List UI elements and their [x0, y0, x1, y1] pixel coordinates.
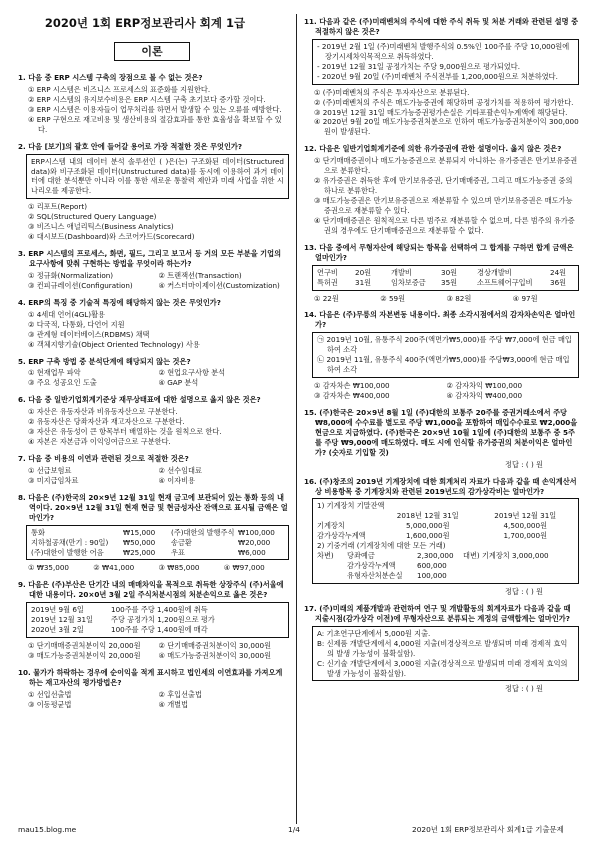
row-label: 감가상각누계액	[317, 531, 366, 541]
trade-date: 2019년 9월 6일	[31, 605, 84, 615]
answer-blank[interactable]: 정답 : ( ) 원	[505, 586, 543, 596]
option: ④ 커스터마이제이션(Customization)	[158, 280, 280, 290]
trade-desc: 주당 공정가치 1,200원으로 평가	[111, 615, 215, 625]
question-16	[304, 477, 579, 597]
question-stem: 13. 다음 중에서 무형자산에 해당되는 항목을 선택하여 그 합계를 구하면 합계 금액은 얼마인가?	[304, 242, 574, 262]
option: ② 트랜잭션(Transaction)	[158, 270, 242, 280]
question-stem: 16. (주)창조의 2019년 기계장치에 대한 회계처리 자료가 다음과 같을 때 손익계산서상 비용항목 중 기계장치와 관련된 2019년도의 감가상각비는 얼마인가?	[304, 476, 577, 496]
question-12	[304, 144, 579, 235]
option: ② 다국적, 다통화, 다언어 지원	[28, 319, 125, 329]
box-heading: 1) 기계장치 기말잔액	[317, 501, 385, 511]
option: ① 현재업무 파악	[28, 368, 81, 378]
right-column	[304, 17, 579, 701]
item-name: 경상개발비	[477, 267, 512, 277]
option: ④ 이자비용	[158, 475, 196, 485]
item-value: 31원	[355, 277, 372, 287]
item-value: ₩25,000	[123, 547, 156, 557]
answer-blank[interactable]: 정답 : ( ) 원	[505, 684, 543, 694]
journal-entry	[317, 551, 574, 581]
option: ④ 객체지향기술(Object Oriented Technology) 사용	[28, 339, 200, 349]
question-7	[18, 454, 289, 486]
option: ③ 자산은 유동성이 큰 항목부터 배열하는 것을 원칙으로 한다.	[28, 427, 222, 437]
option: ① 리포트(Report)	[28, 202, 87, 212]
question-17	[304, 604, 579, 695]
option: ① 4세대 언어(4GL)활용	[28, 309, 106, 319]
question-13	[304, 243, 579, 304]
option-row	[18, 271, 289, 281]
data-box	[26, 525, 289, 561]
data-box	[26, 602, 289, 638]
option-row	[304, 391, 579, 401]
trade-date: 2020년 3월 2일	[31, 625, 84, 635]
box-heading: 2) 기중거래 (기계장치에 대한 모든 거래)	[317, 541, 446, 551]
question-stem: 15. (주)한국은 20×9년 8월 1일 (주)대한의 보통주 20주를 증권거래소에서 주당 ₩8,000에 수수료를 별도로 주당 ₩1,000을 포함하여 매입수수료로 ₩2,000을 현금으로 지급하였다. (주)한국은 20×9년 10월 1일에 (주)대한의 보통주 중 5주를 주당 ₩9,000에 매도하였다. 매도 시에 인식할 유가증권의 처분이익은 얼마인가? (숫자로 기입할 것)	[304, 407, 578, 457]
item-name: 송금환	[171, 537, 192, 547]
item-name: (주)대한이 발행한 어음	[31, 547, 104, 557]
box-line: - 2019년 2월 1일 (주)미래벤처 발행주식의 0.5%인 100주를 주당 10,000원에 장기시세차익목적으로 취득하였다.	[317, 41, 570, 61]
option: ③ 매도가능증권은 만기보유증권으로 재분류할 수 있으며 만기보유증권은 매도가능증권으로 재분류할 수 있다.	[314, 196, 573, 215]
question-stem: 4. ERP의 특징 중 기술적 특징에 해당하지 않는 것은 무엇인가?	[18, 297, 221, 307]
cell: 2,300,000	[417, 551, 454, 561]
option-row	[18, 700, 289, 710]
option-row	[18, 281, 289, 291]
example-box	[26, 154, 289, 200]
item-name: 개발비	[391, 267, 412, 277]
cell: 100,000	[417, 571, 447, 580]
question-4	[18, 298, 289, 350]
cell: 600,000	[417, 561, 447, 571]
question-11	[304, 17, 579, 137]
question-3	[18, 249, 289, 291]
option: ① 선급보험료	[28, 465, 72, 475]
option: ① 감자차손 ₩100,000	[314, 381, 390, 391]
option: ④ ₩97,000	[223, 563, 265, 573]
item-name: 지하철공채(만기 : 90일)	[31, 537, 109, 547]
box-line: A: 기초연구단계에서 5,000원 지출.	[317, 628, 431, 638]
option: ③ 감자차손 ₩400,000	[314, 391, 390, 400]
box-text: ERP시스템 내의 데이터 분석 솔루션인 ( )은(는) 구조화된 데이터(Structured data)와 비구조화된 데이터(Unstructured data)를 동시에 이용하여 과거 데이터에 대한 분석뿐만 아니라 이를 통한 새로운 통찰력 제안과 미래 사업을 위한 시나리오를 제공한다.	[31, 156, 284, 196]
footer-blog: mau15.blog.me	[18, 825, 77, 834]
option: ② 선수임대료	[158, 465, 202, 475]
item-value: ₩100,000	[238, 527, 275, 537]
row-label: 기계장치	[317, 521, 345, 531]
box-line: B: 신제품 개발단계에서 4,000원 지출(비경상적으로 발생되며 미래 경제적 효익의 발생 가능성이 불확실함).	[317, 638, 568, 658]
trade-desc: 100주를 주당 1,400원에 취득	[111, 605, 208, 615]
data-box	[312, 265, 579, 291]
question-stem: 5. ERP 구축 방법 중 분석단계에 해당되지 않는 것은?	[18, 356, 191, 366]
cell: 1,700,000원	[503, 531, 548, 541]
item-value: 36원	[550, 277, 567, 287]
cash-items	[31, 528, 284, 558]
footer-page-number: 1/4	[288, 825, 300, 834]
col-header: 2018년 12월 31일	[396, 511, 459, 521]
cell: 대변) 기계장치 3,000,000	[463, 551, 549, 561]
option: ② SQL(Structured Query Language)	[28, 212, 157, 222]
box-line: ㉠ 2019년 10월, 유통주식 200주(액면가₩5,000)를 주당 ₩7,000에 현금 매입하여 소각	[317, 335, 572, 355]
box-line: - 2020년 9월 20일 (주)미래벤처 주식전부를 1,200,000원으로 처분하였다.	[317, 71, 558, 81]
trade-desc: 100주를 주당 1,400원에 매각	[111, 625, 208, 635]
item-value: 24원	[550, 267, 567, 277]
question-5	[18, 357, 289, 389]
option-row	[304, 381, 579, 391]
question-stem: 1. 다음 중 ERP 시스템 구축의 장점으로 볼 수 없는 것은?	[18, 73, 203, 82]
item-name: 연구비	[317, 267, 338, 277]
option: ① 단기매매증권이나 매도가능증권으로 분류되지 아니하는 유가증권은 만기보유증권으로 분류한다.	[314, 156, 578, 176]
item-name: 특허권	[317, 277, 338, 287]
option: ④ 97원	[512, 293, 538, 303]
option: ③ 비즈니스 애널리틱스(Business Analytics)	[28, 222, 174, 232]
option-row	[18, 476, 289, 486]
example-box	[312, 626, 579, 682]
question-15	[304, 408, 579, 470]
question-stem: 2. 다음 [보기]의 괄호 안에 들어갈 용어로 가장 적절한 것은 무엇인가?	[18, 141, 243, 151]
option-row	[18, 563, 289, 573]
column-divider	[296, 14, 297, 824]
question-stem: 7. 다음 중 비용의 이연과 관련된 것으로 적절한 것은?	[18, 454, 189, 463]
item-value: 35원	[441, 277, 458, 287]
box-line: ㉡ 2019년 11월, 유통주식 400주(액면가₩5,000)를 주당₩3,000에 현금 매입하여 소각	[317, 355, 570, 375]
option: ① 단기매매증권처분이익 20,000원	[28, 641, 141, 651]
item-value: 30원	[441, 267, 458, 277]
footer-exam-name: 2020년 1회 ERP정보관리사 회계1급 기출문제	[412, 825, 564, 834]
option: ③ 82원	[446, 293, 472, 303]
option-row	[18, 378, 289, 388]
option: ③ 관계형 데이터베이스(RDBMS) 채택	[28, 329, 150, 339]
example-box	[312, 39, 579, 85]
option-row	[18, 466, 289, 476]
exam-title: 2020년 1회 ERP정보관리사 회계 1급	[44, 16, 246, 30]
item-value: ₩6,000	[238, 547, 266, 557]
question-1	[18, 73, 289, 135]
question-14	[304, 310, 579, 401]
question-stem: 17. (주)미래의 제품개발과 관련하여 연구 및 개발활동의 회계자료가 다음과 같을 때 지출시점(감가상각 이전)에 무형자산으로 분류되는 계정의 금액합계는 얼마인가?	[304, 603, 571, 623]
option: ③ 2019년 12월 31일 매도가능증권평가손실은 기타포괄손익누계액에 해당된다.	[314, 107, 568, 117]
option: ① ERP 시스템은 비즈니스 프로세스의 표준화를 지원한다.	[28, 84, 211, 94]
option: ④ 자본은 자본금과 이익잉여금으로 구분한다.	[28, 437, 171, 447]
question-stem: 10. 물가가 하락하는 경우에 순이익을 적게 표시하고 법인세의 이연효과를 가져오게 하는 재고자산의 평가방법은?	[18, 667, 283, 687]
question-6	[18, 395, 289, 447]
option: ② 감자차익 ₩100,000	[446, 381, 523, 391]
option: ② 유가증권은 취득한 후에 만기보유증권, 단기매매증권, 그리고 매도가능증권 중의 하나로 분류한다.	[314, 176, 573, 196]
option-row	[18, 368, 289, 378]
question-9	[18, 580, 289, 661]
answer-blank[interactable]: 정답 : ( ) 원	[505, 459, 543, 469]
item-value: 20원	[355, 267, 372, 277]
option: ① 선입선출법	[28, 689, 72, 699]
trade-date: 2019년 12월 31일	[31, 615, 93, 625]
question-8	[18, 493, 289, 574]
option: ④ 매도가능증권처분이익 30,000원	[158, 651, 272, 660]
item-value: ₩15,000	[123, 527, 156, 537]
item-name: (주)대한의 발행주식	[171, 527, 235, 537]
question-stem: 14. 다음은 (주)무릉의 자본변동 내용이다. 최종 소각시점에서의 감자차손익은 얼마인가?	[304, 310, 576, 330]
item-value: ₩50,000	[123, 537, 156, 547]
section-heading: 이론	[114, 42, 190, 61]
option: ④ 개별법	[158, 699, 189, 709]
example-box	[312, 332, 579, 378]
option-row	[18, 690, 289, 700]
option: ④ 2020년 9월 20일 매도가능증권처분으로 인하여 매도가능증권처분이익 300,000원이 발생된다.	[314, 117, 579, 137]
cell: 4,500,000원	[503, 521, 548, 531]
question-stem: 8. 다음은 (주)한국의 20×9년 12월 31일 현재 금고에 보관되어 있는 통화 등의 내역이다. 20×9년 12월 31일 현재 현금 및 현금성자산 잔액으로 표시될 금액은 얼마인가?	[18, 492, 288, 522]
option: ④ 감자차익 ₩400,000	[446, 391, 523, 400]
option: ③ 컨피규레이션(Configuration)	[28, 280, 133, 290]
option: ② (주)미래벤처의 주식은 매도가능증권에 해당하며 공정가치를 적용하여 평가한다.	[314, 97, 574, 107]
option: ③ 주요 성공요인 도출	[28, 378, 97, 388]
option: ② ₩41,000	[93, 563, 135, 573]
cell: 차변)	[317, 551, 334, 561]
question-2	[18, 142, 289, 242]
option: ① 정규화(Normalization)	[28, 270, 114, 280]
item-name: 통화	[31, 527, 45, 537]
question-stem: 9. 다음은 (주)부산은 단기간 내의 매매차익을 목적으로 취득한 상장주식 (주)서울에 대한 내용이다. 20×0년 3월 2일 주식처분시점의 처분손익으로 옳은 것은?	[18, 580, 284, 600]
item-name: 소프트웨어구입비	[477, 277, 533, 287]
question-stem: 3. ERP 시스템의 프로세스, 화면, 필드, 그리고 보고서 등 거의 모든 부분을 기업의 요구사항에 맞춰 구현하는 방법을 무엇이라 하는가?	[18, 249, 282, 268]
cell: 5,000,000원	[405, 521, 450, 531]
question-stem: 12. 다음은 일반기업회계기준에 의한 유가증권에 관한 설명이다. 옳지 않은 것은?	[304, 144, 562, 154]
item-name: 우표	[171, 547, 185, 557]
question-10	[18, 668, 289, 710]
option: ③ ₩85,000	[158, 563, 200, 573]
cell: 유형자산처분손실	[347, 571, 403, 580]
option-row	[304, 294, 579, 304]
option: ④ GAP 분석	[158, 378, 199, 388]
balance-table	[317, 511, 574, 541]
data-box	[312, 498, 579, 584]
item-name: 임차보증금	[391, 277, 426, 287]
option: ② 단기매매증권처분이익 30,000원	[158, 641, 272, 651]
cell: 감가상각누계액	[347, 561, 396, 571]
option: ③ 미지급임차료	[28, 475, 79, 485]
option: ② 후입선출법	[158, 689, 202, 699]
option: ④ ERP 구현으로 재고비용 및 생산비용의 절감효과를 통한 효율성을 확보할 수 있다.	[28, 114, 282, 134]
question-stem: 6. 다음 중 일반기업회계기준상 재무상태표에 대한 설명으로 옳지 않은 것은?	[18, 395, 261, 405]
option: ③ 매도가능증권처분이익 20,000원	[28, 651, 141, 660]
box-line: - 2019년 12월 31일 공정가치는 주당 9,000원으로 평가되었다.	[317, 61, 521, 71]
trade-rows	[31, 605, 284, 635]
option: ③ 이동평균법	[28, 699, 72, 709]
option: ① ₩35,000	[28, 563, 69, 573]
item-value: ₩20,000	[238, 537, 271, 547]
cell: 당좌예금	[347, 551, 375, 561]
asset-items	[317, 268, 574, 288]
cell: 1,600,000원	[405, 531, 450, 541]
option: ② 현업요구사항 분석	[158, 368, 226, 378]
option: ② 59원	[380, 293, 406, 303]
option: ① (주)미래벤처의 주식은 투자자산으로 분류된다.	[314, 87, 470, 97]
option: ④ 단기매매증권은 원칙적으로 다른 범주로 재분류할 수 없으며, 다른 범주의 유가증권의 경우에도 단기매매증권으로 재분류할 수 없다.	[314, 215, 575, 235]
option: ① 자산은 유동자산과 비유동자산으로 구분한다.	[28, 407, 178, 417]
question-stem: 11. 다음과 같은 (주)미래벤처의 주식에 대한 주식 취득 및 처분 거래와 관련된 설명 중 적절하지 않은 것은?	[304, 17, 579, 36]
option: ② ERP 시스템의 유지보수비용은 ERP 시스템 구축 초기보다 증가할 것이다.	[28, 94, 266, 104]
option-row	[18, 651, 289, 661]
box-line: C: 신기술 개발단계에서 3,000원 지출(경상적으로 발생되며 미래 경제적 효익의 발생 가능성이 불확실함).	[317, 658, 568, 678]
option: ③ ERP 시스템은 이용자들이 업무처리를 하면서 발생할 수 있는 오류를 예방한다.	[28, 104, 282, 114]
option: ④ 대시보드(Dashboard)와 스코어카드(Scorecard)	[28, 232, 195, 242]
left-column	[18, 73, 289, 717]
col-header: 2019년 12월 31일	[494, 511, 557, 521]
option: ① 22원	[314, 293, 339, 303]
option-row	[18, 641, 289, 651]
option: ② 유동자산은 당좌자산과 재고자산으로 구분한다.	[28, 417, 185, 427]
